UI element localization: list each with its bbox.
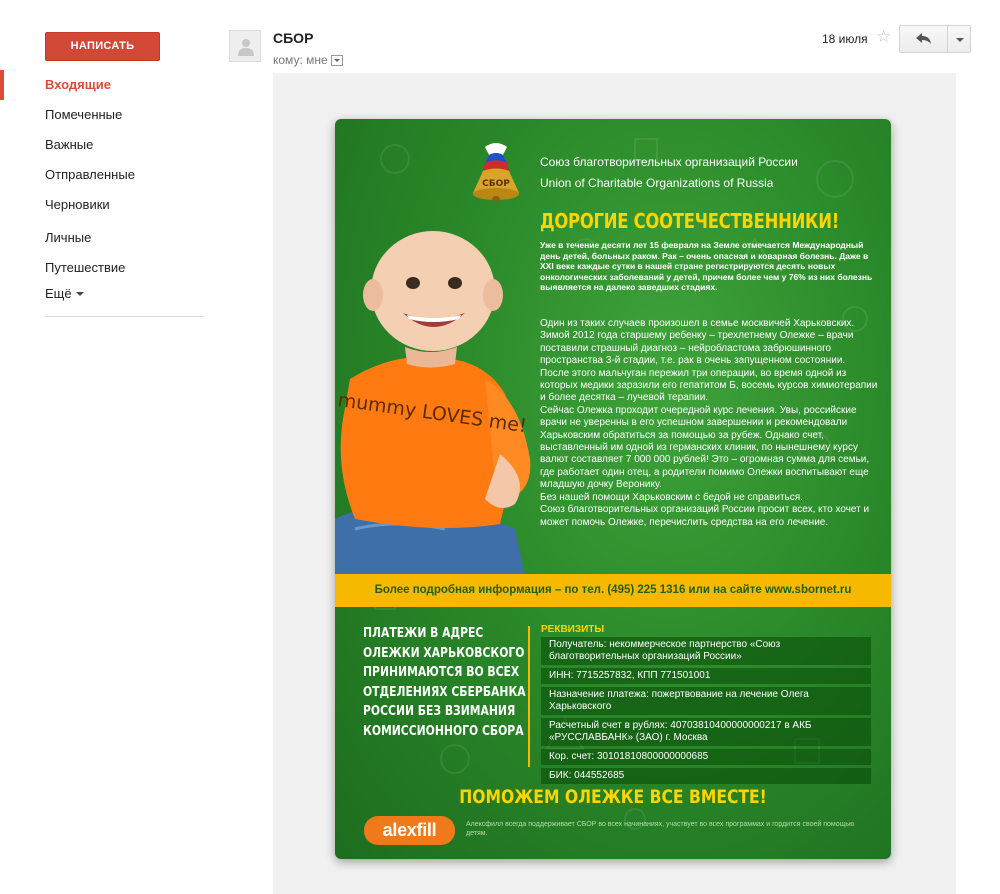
- sender-avatar[interactable]: [229, 30, 261, 62]
- requisite-row: БИК: 044552685: [541, 768, 871, 784]
- star-icon[interactable]: ☆: [876, 27, 892, 46]
- sbor-logo: [463, 137, 529, 203]
- requisite-row: ИНН: 7715257832, КПП 771501001: [541, 668, 871, 684]
- sidebar-item-personal[interactable]: Личные: [45, 230, 92, 245]
- sidebar-nav: [0, 70, 215, 309]
- shirt-text: mummy LOVES me!: [336, 389, 528, 438]
- recipient-label: кому: мне: [273, 53, 328, 67]
- story-text: [540, 318, 880, 529]
- flyer-slogan: ПОМОЖЕМ ОЛЕЖКЕ ВСЕ ВМЕСТЕ!: [459, 786, 767, 808]
- chevron-down-icon: [76, 292, 84, 296]
- payments-info: [363, 624, 526, 742]
- charity-flyer: [335, 119, 891, 859]
- sidebar-item-inbox[interactable]: Входящие: [0, 70, 215, 100]
- recipient-line[interactable]: [273, 53, 343, 67]
- reply-icon: [916, 33, 932, 45]
- child-photo: [335, 229, 540, 574]
- message-date: 18 июля: [822, 32, 868, 46]
- sidebar-divider: [45, 316, 204, 317]
- logo-text: СБОР: [482, 179, 510, 189]
- reply-button[interactable]: [899, 25, 948, 53]
- sponsor-logo: alexfill: [364, 816, 455, 845]
- payments-line: РОССИИ БЕЗ ВЗИМАНИЯ: [363, 703, 516, 720]
- payments-line: ПЛАТЕЖИ В АДРЕС: [363, 625, 484, 641]
- sidebar-item-drafts[interactable]: Черновики: [45, 197, 110, 212]
- sidebar-item-important[interactable]: Важные: [45, 137, 94, 152]
- flyer-headline: ДОРОГИЕ СООТЕЧЕСТВЕННИКИ!: [540, 209, 839, 233]
- compose-button[interactable]: НАПИСАТЬ: [45, 32, 160, 61]
- payments-line: ОЛЕЖКИ ХАРЬКОВСКОГО: [363, 644, 525, 661]
- requisites-divider: [528, 626, 530, 767]
- requisite-row: Назначение платежа: пожертвование на лечение Олега Харьковского: [541, 687, 871, 715]
- org-name-ru: Союз благотворительных организаций России: [540, 155, 798, 169]
- requisite-row: Получатель: некоммерческое партнерство «Союз благотворительных организаций России»: [541, 637, 871, 665]
- sidebar-item-sent[interactable]: Отправленные: [45, 167, 135, 182]
- sidebar-more-button[interactable]: [0, 283, 215, 309]
- person-icon: [238, 38, 254, 56]
- sidebar-item-starred[interactable]: Помеченные: [45, 107, 123, 122]
- intro-text: Уже в течение десяти лет 15 февраля на Земле отмечается Международный день детей, больных раком. Рак – очень опасная и коварная болезнь. Даже в XXI веке каждые сутки в нашей стране регистрируются десять новых онкологических заболеваний у детей, причем более чем у 76% из них болезнь выявляется на далеко заведших стадиях.: [540, 240, 873, 292]
- requisite-row: Расчетный счет в рублях: 40703810400000000217 в АКБ «РУССЛАВБАНК» (ЗАО) г. Москва: [541, 718, 871, 746]
- requisites-title: РЕКВИЗИТЫ: [541, 624, 605, 635]
- sidebar-item-travel[interactable]: Путешествие: [45, 260, 126, 275]
- details-dropdown-icon[interactable]: [331, 55, 343, 66]
- message-subject: СБОР: [273, 30, 314, 46]
- story-paragraphs: Один из таких случаев произошел в семье москвичей Харьковских. Зимой 2012 года старшему ребенку – трехлетнему Олежке – врачи поставили страшный диагноз – нейробластома забрюшинного пространства 3-й стадии, т.е. рак в очень запущенном состоянии. После этого мальчуган пережил три операции, во время одной из которых медики заразили его гепатитом Б, восемь курсов химиотерапии и более десятка – лучевой терапии. Сейчас Олежка проходит очередной курс лечения. Увы, российские врачи не уверенны в его успешном завершении и рекомендовали Харьковским обратиться за помощью за рубеж. Однако счет, выставленный им одной из германских клиник, по нынешнему курсу валют составляет 7 000 000 рублей! Это – огромная сумма для семьи, где работает один отец, а родители помимо Олежки воспитывают еще младшую дочку Веронику. Без нашей помощи Харьковским с бедой не справиться. Союз благотворительных организаций России просит всех, кто хочет и может помочь Олежке, перечислить средства на его лечение.: [540, 318, 878, 528]
- payments-line: ОТДЕЛЕНИЯХ СБЕРБАНКА: [363, 683, 526, 700]
- payments-line: КОМИССИОННОГО СБОРА: [363, 722, 524, 739]
- info-stripe: Более подробная информация – по тел. (495) 225 1316 или на сайте www.sbornet.ru: [335, 574, 891, 607]
- org-name-en: Union of Charitable Organizations of Russia: [540, 176, 774, 190]
- requisites-list: [541, 637, 871, 787]
- sponsor-footnote: Алексфилл всегда поддерживает СБОР во всех начинаниях, участвует во всех программах и гордится своей помощью детям.: [466, 821, 855, 837]
- requisite-row: Кор. счет: 30101810800000000685: [541, 749, 871, 765]
- payments-line: ПРИНИМАЮТСЯ ВО ВСЕХ: [363, 664, 520, 681]
- more-actions-button[interactable]: [947, 25, 971, 53]
- sidebar-more-label: Ещё: [45, 286, 72, 301]
- sidebar: [0, 0, 215, 894]
